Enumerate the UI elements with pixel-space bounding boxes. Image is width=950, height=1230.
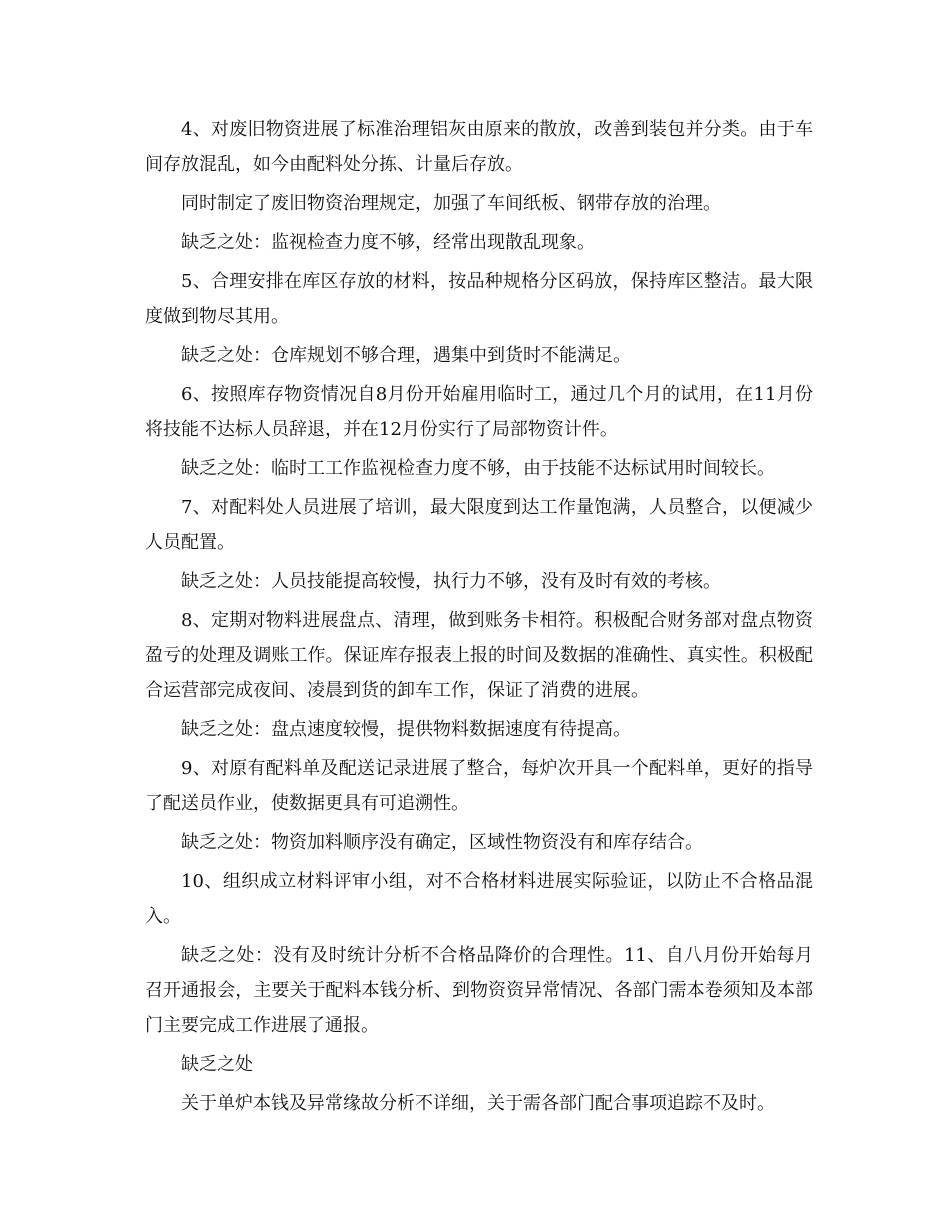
paragraph-shortcoming: 缺乏之处：人员技能提高较慢，执行力不够，没有及时有效的考核。 bbox=[181, 571, 721, 592]
paragraph-item-10: 10、组织成立材料评审小组，对不合格材料进展实际验证，以防止不合格品混入。 bbox=[145, 871, 813, 927]
paragraph-item-5: 5、合理安排在库区存放的材料，按品种规格分区码放，保持库区整洁。最大限度做到物尽其用。 bbox=[145, 271, 813, 327]
paragraph-waste-rules: 同时制定了废旧物资治理规定，加强了车间纸板、钢带存放的治理。 bbox=[181, 193, 721, 214]
paragraph-shortcoming: 缺乏之处：仓库规划不够合理，遇集中到货时不能满足。 bbox=[181, 345, 631, 366]
paragraph-item-9: 9、对原有配料单及配送记录进展了整合，每炉次开具一个配料单，更好的指导了配送员作业，使数据更具有可追溯性。 bbox=[145, 758, 813, 814]
paragraph-shortcoming: 缺乏之处：物资加料顺序没有确定，区域性物资没有和库存结合。 bbox=[181, 832, 703, 853]
paragraph-item-4: 4、对废旧物资进展了标准治理铝灰由原来的散放，改善到装包并分类。由于车间存放混乱，如今由配料处分拣、计量后存放。 bbox=[145, 119, 813, 175]
paragraph-shortcoming: 缺乏之处：监视检查力度不够，经常出现散乱现象。 bbox=[181, 232, 595, 253]
paragraph-shortcoming-item-11: 缺乏之处：没有及时统计分析不合格品降价的合理性。11、自八月份开始每月召开通报会，主要关于配料本钱分析、到物资资异常情况、各部门需本卷须知及本部门主要完成工作进展了通报。 bbox=[145, 945, 813, 1036]
document-body bbox=[145, 112, 813, 1125]
paragraph-shortcoming: 缺乏之处：临时工工作监视检查力度不够，由于技能不达标试用时间较长。 bbox=[181, 458, 775, 479]
paragraph-item-8: 8、定期对物料进展盘点、清理，做到账务卡相符。积极配合财务部对盘点物资盈亏的处理及调账工作。保证库存报表上报的时间及数据的准确性、真实性。积极配合运营部完成夜间、凌晨到货的卸车工作，保证了消费的进展。 bbox=[145, 610, 813, 701]
paragraph-item-6: 6、按照库存物资情况自8月份开始雇用临时工，通过几个月的试用，在11月份将技能不达标人员辞退，并在12月份实行了局部物资计件。 bbox=[145, 384, 813, 440]
paragraph-shortcoming-detail: 关于单炉本钱及异常缘故分析不详细，关于需各部门配合事项追踪不及时。 bbox=[181, 1093, 775, 1114]
paragraph-item-7: 7、对配料处人员进展了培训，最大限度到达工作量饱满，人员整合，以便减少人员配置。 bbox=[145, 497, 813, 553]
paragraph-shortcoming-heading: 缺乏之处 bbox=[181, 1054, 253, 1075]
paragraph-shortcoming: 缺乏之处：盘点速度较慢，提供物料数据速度有待提高。 bbox=[181, 719, 631, 740]
